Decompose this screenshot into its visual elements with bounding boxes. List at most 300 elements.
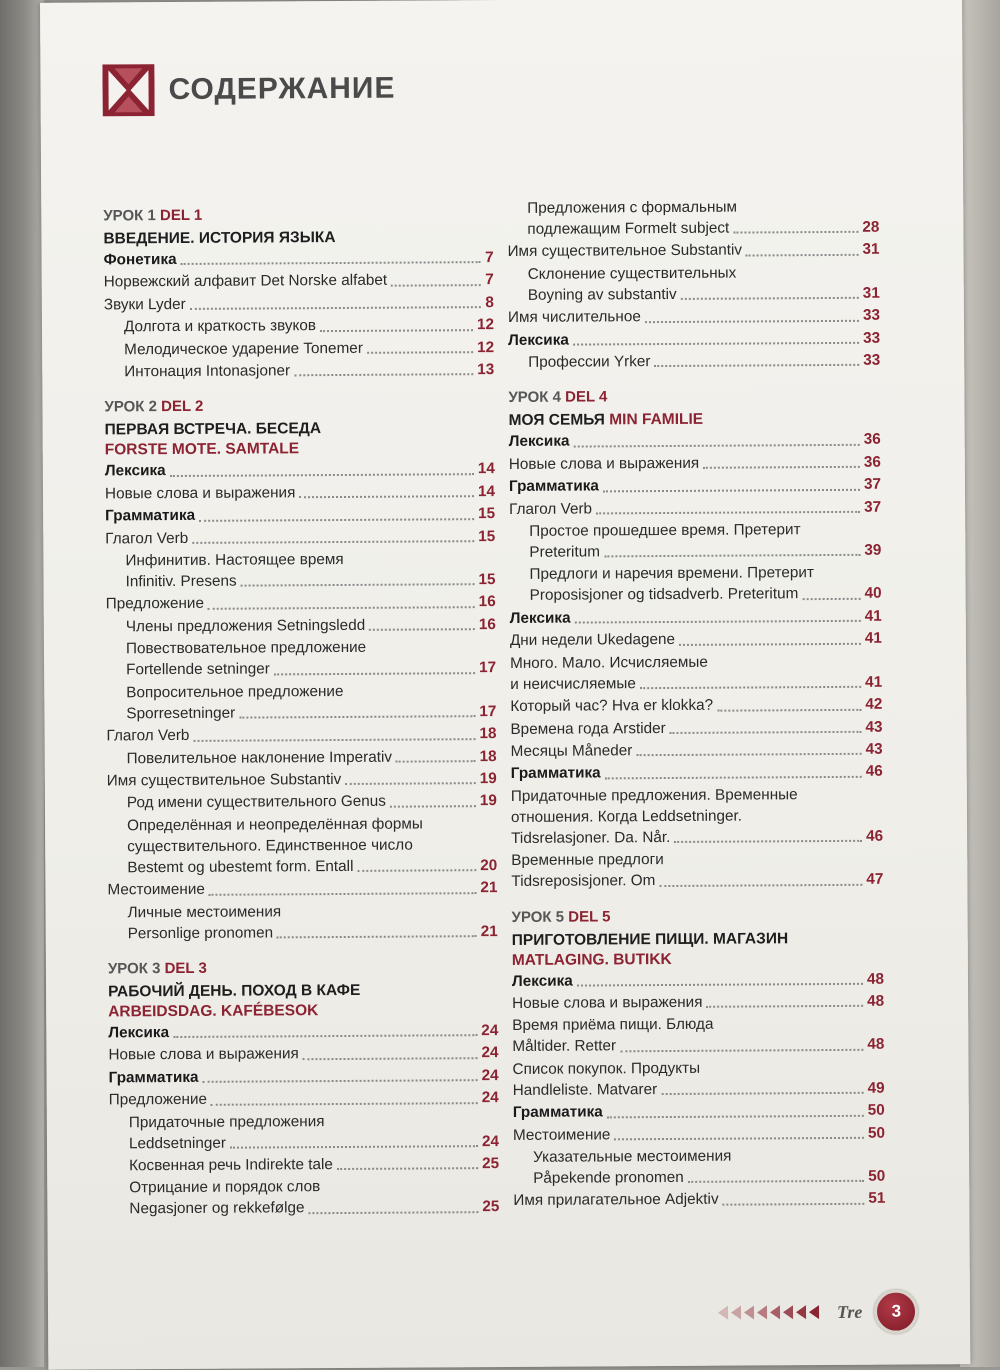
toc-entry bbox=[109, 1087, 499, 1112]
toc-entry-page: 31 bbox=[862, 241, 880, 259]
toc-entry-page: 13 bbox=[477, 361, 495, 379]
toc-entry-page: 21 bbox=[480, 922, 498, 940]
toc-entry bbox=[105, 569, 495, 594]
toc-entry-text: Грамматика bbox=[105, 507, 196, 525]
page-footer bbox=[718, 1289, 919, 1334]
dot-leader bbox=[674, 840, 862, 843]
toc-entry-page: 18 bbox=[479, 725, 497, 743]
toc-entry-page: 37 bbox=[864, 498, 882, 516]
toc-entry bbox=[105, 526, 495, 551]
toc-entry bbox=[513, 1122, 885, 1147]
dot-leader bbox=[605, 776, 862, 780]
dot-leader bbox=[208, 606, 475, 610]
toc-section bbox=[507, 196, 880, 375]
toc-entry-page: 7 bbox=[485, 249, 494, 267]
dot-leader bbox=[396, 760, 476, 762]
toc-entry bbox=[510, 628, 882, 653]
toc-entry-page: 33 bbox=[863, 351, 881, 369]
dot-leader bbox=[190, 306, 482, 310]
lesson-number bbox=[108, 957, 498, 978]
toc-entry bbox=[512, 991, 884, 1016]
toc-entry-page: 24 bbox=[481, 1066, 499, 1084]
dot-leader bbox=[192, 540, 474, 544]
toc-entry bbox=[509, 496, 881, 521]
dot-leader bbox=[659, 883, 862, 886]
lesson-title-ru: ПЕРВАЯ ВСТРЕЧА. БЕСЕДА bbox=[104, 420, 322, 439]
toc-entry-line: Много. Мало. Исчисляемые bbox=[509, 653, 708, 672]
toc-entry-page: 12 bbox=[477, 338, 495, 356]
toc-entry-text: Bestemt og ubestemt form. Entall bbox=[127, 857, 354, 877]
toc-entry-page: 40 bbox=[864, 585, 882, 603]
dot-leader bbox=[299, 495, 474, 498]
toc-entry bbox=[105, 503, 495, 528]
toc-entry-line: Список покупок. Продукты bbox=[512, 1059, 701, 1078]
toc-entry-line: Придаточные предложения. Временные bbox=[510, 785, 798, 805]
toc-entry-page: 24 bbox=[481, 1044, 499, 1062]
lesson-label: УРОК 2 bbox=[104, 398, 158, 416]
toc-entry-text: Новые слова и выражения bbox=[104, 484, 296, 503]
dot-leader bbox=[357, 869, 476, 872]
lesson-title-no: ARBEIDSDAG. KAFÉBESOK bbox=[108, 1002, 319, 1021]
toc-entry-line: Вопросительное предложение bbox=[126, 682, 344, 701]
lesson-title bbox=[105, 417, 495, 440]
lesson-title-ru: РАБОЧИЙ ДЕНЬ. ПОХОД В КАФЕ bbox=[107, 981, 361, 1001]
toc-entry-text: Имя существительное Substantiv bbox=[106, 770, 342, 790]
dot-leader bbox=[707, 1005, 864, 1008]
toc-entry bbox=[511, 825, 883, 850]
toc-entry-page: 47 bbox=[866, 870, 884, 888]
toc-entry-page: 14 bbox=[477, 460, 495, 478]
toc-entry-page: 17 bbox=[479, 659, 497, 677]
toc-entry-text: Sporresetninger bbox=[126, 704, 236, 722]
dot-leader bbox=[391, 284, 481, 287]
toc-entry bbox=[104, 359, 494, 384]
lesson-title bbox=[509, 408, 881, 431]
toc-entry-page: 19 bbox=[479, 769, 497, 788]
toc-entry-text: Tidsrelasjoner. Da. Når. bbox=[511, 828, 671, 847]
toc-entry-page: 19 bbox=[479, 792, 497, 810]
toc-entry-text: Leddsetninger bbox=[128, 1134, 226, 1152]
toc-entry bbox=[512, 968, 884, 993]
dot-leader bbox=[603, 488, 860, 492]
dot-leader bbox=[733, 231, 858, 234]
dot-leader bbox=[241, 584, 475, 587]
toc-entry-page: 36 bbox=[863, 453, 881, 471]
dot-leader bbox=[239, 715, 475, 718]
toc-entry-page: 7 bbox=[485, 271, 494, 289]
toc-left-column bbox=[103, 190, 499, 1221]
toc-entry-page: 31 bbox=[862, 284, 880, 302]
book-page bbox=[40, 0, 970, 1370]
toc-entry bbox=[107, 746, 497, 771]
dot-leader bbox=[607, 1114, 864, 1118]
toc-entry-page: 24 bbox=[481, 1021, 499, 1040]
dot-leader bbox=[303, 1057, 478, 1060]
dot-leader bbox=[703, 466, 860, 469]
lesson-header bbox=[512, 905, 884, 970]
lesson-label: УРОК 5 bbox=[511, 908, 565, 926]
toc-entry bbox=[510, 583, 882, 608]
toc-entry-line: Время приёма пищи. Блюда bbox=[512, 1016, 714, 1035]
toc-entry bbox=[513, 1188, 885, 1213]
page-header bbox=[102, 61, 395, 119]
page-number-badge: 3 bbox=[874, 1289, 918, 1333]
toc-entry-page: 8 bbox=[485, 293, 494, 311]
lesson-number bbox=[512, 905, 884, 926]
toc-entry-page: 18 bbox=[479, 747, 497, 765]
toc-entry-page: 37 bbox=[863, 475, 882, 494]
toc-entry bbox=[105, 481, 495, 506]
lesson-header bbox=[108, 957, 498, 1022]
toc-entry-page: 39 bbox=[864, 541, 882, 559]
toc-entry-page: 41 bbox=[865, 673, 883, 691]
dot-leader bbox=[604, 554, 860, 558]
toc-entry-text: Интонация Intonasjoner bbox=[124, 362, 291, 381]
toc-entry-page: 25 bbox=[482, 1155, 500, 1173]
toc-entry-text: Предложение bbox=[105, 595, 205, 613]
toc-entry-text: подлежащим Formelt subject bbox=[527, 219, 730, 238]
toc-entry-text: Повелительное наклонение Imperativ bbox=[126, 748, 393, 767]
lesson-label: УРОК 3 bbox=[107, 960, 161, 978]
toc-entry-text: Фонетика bbox=[103, 250, 177, 269]
lesson-title-no: MIN FAMILIE bbox=[609, 411, 704, 429]
dot-leader bbox=[573, 342, 859, 346]
toc-entry-text: Имя существительное Substantiv bbox=[507, 241, 743, 261]
lesson-number bbox=[103, 204, 493, 225]
lesson-del-label: DEL 5 bbox=[568, 907, 611, 926]
dot-leader bbox=[717, 708, 861, 711]
toc-entry-text: Лексика bbox=[508, 331, 569, 349]
toc-entry-page: 48 bbox=[867, 992, 885, 1010]
toc-entry bbox=[510, 606, 882, 631]
x-logo-icon bbox=[102, 64, 154, 116]
toc-entry bbox=[104, 247, 494, 272]
dot-leader bbox=[679, 643, 861, 646]
toc-entry-text: Negasjoner og rekkefølge bbox=[129, 1199, 305, 1218]
toc-entry-text: Глагол Verb bbox=[105, 529, 189, 548]
toc-entry-line: Указательные местоимения bbox=[533, 1147, 732, 1166]
lesson-label: УРОК 1 bbox=[103, 207, 156, 225]
toc-entry-text: Косвенная речь Indirekte tale bbox=[129, 1156, 333, 1175]
toc-entry-page: 24 bbox=[481, 1132, 500, 1150]
toc-entry-text: Звуки Lyder bbox=[103, 295, 186, 314]
lesson-title-no: FORSTE MOTE. SAMTALE bbox=[104, 440, 300, 459]
toc-entry-page: 14 bbox=[477, 482, 496, 500]
toc-entry bbox=[510, 694, 882, 719]
toc-entry-text: Времена года Arstider bbox=[510, 719, 666, 738]
toc-section bbox=[103, 204, 494, 384]
toc-entry bbox=[104, 269, 494, 294]
toc-entry-page: 25 bbox=[482, 1198, 500, 1216]
dot-leader bbox=[369, 628, 475, 631]
toc-entry-text: Måltider. Retter bbox=[512, 1037, 617, 1056]
toc-entry-text: Глагол Verb bbox=[509, 500, 593, 518]
toc-entry bbox=[508, 327, 880, 352]
lesson-del-label: DEL 2 bbox=[161, 398, 204, 416]
toc-entry-line: Склонение существительных bbox=[527, 264, 737, 283]
toc-entry-text: Лексика bbox=[508, 433, 570, 451]
toc-entry bbox=[108, 921, 498, 946]
toc-entry bbox=[104, 337, 494, 362]
toc-entry bbox=[509, 474, 881, 499]
toc-entry-text: Preteritum bbox=[529, 543, 600, 561]
toc-entry-text: Лексика bbox=[509, 609, 571, 627]
toc-section bbox=[104, 395, 497, 945]
toc-entry-page: 36 bbox=[863, 431, 881, 449]
lesson-title-ru: ВВЕДЕНИЕ. ИСТОРИЯ ЯЗЫКА bbox=[103, 229, 336, 248]
toc-entry-text: Новые слова и выражения bbox=[512, 993, 703, 1012]
toc-entry-line: отношения. Когда Leddsetninger. bbox=[510, 807, 743, 826]
toc-entry-text: Глагол Verb bbox=[106, 727, 190, 745]
toc-entry-page: 28 bbox=[862, 218, 880, 236]
toc-entry-page: 46 bbox=[866, 827, 884, 845]
toc-entry-page: 41 bbox=[864, 607, 882, 625]
toc-entry-text: Лексика bbox=[108, 1023, 170, 1042]
toc-entry bbox=[107, 768, 497, 793]
toc-entry bbox=[109, 1065, 499, 1090]
toc-entry bbox=[509, 429, 881, 454]
toc-entry bbox=[109, 1196, 499, 1221]
toc-entry bbox=[509, 452, 881, 477]
dot-leader bbox=[575, 620, 861, 624]
toc-entry-text: Påpekende pronomen bbox=[533, 1168, 684, 1187]
toc-entry-text: Месяцы Måneder bbox=[510, 742, 633, 760]
toc-entry-page: 48 bbox=[866, 970, 885, 988]
dot-leader bbox=[274, 672, 475, 675]
toc-entry-line: Инфинитив. Настоящее время bbox=[125, 551, 344, 570]
lesson-header bbox=[508, 386, 880, 431]
toc-entry-page: 46 bbox=[865, 762, 883, 781]
toc-entry bbox=[109, 1131, 499, 1156]
dot-leader bbox=[170, 473, 474, 477]
toc-entry-page: 15 bbox=[478, 527, 496, 545]
dot-leader bbox=[309, 1211, 479, 1214]
dot-leader bbox=[320, 329, 473, 332]
toc-entry bbox=[508, 283, 880, 308]
dot-leader bbox=[230, 1145, 478, 1149]
toc-entry-text: Boyning av substantiv bbox=[527, 285, 677, 304]
dot-leader bbox=[574, 444, 860, 448]
lesson-title bbox=[108, 979, 498, 1002]
page-number-word: Tre bbox=[836, 1301, 863, 1322]
lesson-header bbox=[103, 204, 493, 249]
toc-section bbox=[108, 957, 500, 1221]
page-title: СОДЕРЖАНИЕ bbox=[168, 71, 396, 107]
toc-entry-page: 33 bbox=[863, 329, 881, 347]
toc-entry-page: 41 bbox=[864, 629, 882, 648]
toc-entry bbox=[507, 217, 879, 242]
toc-entry-page: 21 bbox=[480, 879, 498, 897]
lesson-del-label: DEL 4 bbox=[565, 388, 608, 407]
toc-section bbox=[508, 386, 883, 893]
lesson-title bbox=[512, 927, 884, 950]
toc-entry bbox=[507, 239, 879, 264]
dot-leader bbox=[193, 738, 475, 742]
toc-entry bbox=[508, 305, 880, 330]
toc-entry-text: Грамматика bbox=[510, 764, 601, 783]
toc-entry bbox=[104, 314, 494, 339]
toc-entry bbox=[106, 614, 496, 639]
lesson-title-ru: ПРИГОТОВЛЕНИЕ ПИЩИ. МАГАЗИН bbox=[511, 929, 789, 949]
toc-entry-text: Грамматика bbox=[108, 1068, 199, 1087]
toc-entry-text: Имя прилагательное Adjektiv bbox=[513, 1191, 719, 1210]
toc-entry bbox=[509, 540, 881, 565]
dot-leader bbox=[181, 262, 481, 266]
dot-leader bbox=[746, 254, 859, 257]
dot-leader bbox=[636, 753, 861, 756]
lesson-title bbox=[103, 226, 493, 249]
dot-leader bbox=[670, 731, 862, 734]
toc-entry-line: Определённая и неопределённая формы bbox=[126, 815, 423, 835]
toc-entry-text: Personlige pronomen bbox=[127, 923, 274, 942]
toc-entry-page: 50 bbox=[867, 1124, 885, 1142]
toc-entry-page: 20 bbox=[480, 856, 498, 874]
toc-entry-page: 42 bbox=[865, 695, 883, 713]
toc-entry-line: Повествовательное предложение bbox=[125, 639, 367, 658]
toc-entry-page: 12 bbox=[476, 316, 495, 334]
dot-leader bbox=[723, 1203, 865, 1206]
dot-leader bbox=[620, 1049, 863, 1052]
toc-entry-text: Infinitiv. Presens bbox=[125, 572, 237, 591]
toc-entry-line: Придаточные предложения bbox=[128, 1112, 325, 1131]
toc-entry bbox=[109, 1153, 499, 1178]
toc-entry bbox=[511, 739, 883, 764]
dot-leader bbox=[173, 1035, 477, 1039]
toc-entry-line: Временные предлоги bbox=[511, 851, 664, 870]
dot-leader bbox=[577, 983, 863, 987]
toc-entry-text: Долгота и краткость звуков bbox=[123, 317, 317, 336]
lesson-del-label: DEL 1 bbox=[159, 206, 203, 225]
toc-entry bbox=[106, 592, 496, 617]
dot-leader bbox=[203, 1079, 478, 1083]
toc-entry-text: Fortellende setninger bbox=[126, 660, 270, 679]
toc-entry bbox=[106, 701, 496, 726]
toc-entry-text: Который час? Hva er klokka? bbox=[510, 696, 714, 716]
lesson-header bbox=[104, 395, 494, 460]
toc-entry bbox=[108, 1042, 498, 1067]
toc-section bbox=[512, 905, 886, 1213]
toc-entry-page: 48 bbox=[867, 1036, 885, 1054]
toc-entry-page: 51 bbox=[868, 1190, 886, 1208]
toc-entry bbox=[106, 723, 496, 748]
dot-leader bbox=[645, 319, 859, 322]
toc-entry-text: Профессии Yrker bbox=[528, 353, 651, 371]
toc-entry-page: 15 bbox=[478, 571, 496, 589]
toc-entry bbox=[104, 292, 494, 317]
toc-entry bbox=[107, 855, 497, 880]
toc-entry bbox=[106, 657, 496, 682]
toc-entry-text: Род имени существительного Genus bbox=[126, 793, 386, 812]
toc-entry-text: Новые слова и выражения bbox=[108, 1045, 299, 1064]
dot-leader bbox=[367, 351, 473, 354]
toc-entry-line: Отрицание и порядок слов bbox=[129, 1178, 321, 1197]
dot-leader bbox=[294, 374, 473, 377]
toc-entry-line: Личные местоимения bbox=[127, 902, 282, 921]
toc-entry bbox=[107, 877, 497, 902]
toc-entry-text: Предложение bbox=[108, 1090, 208, 1109]
lesson-title-no: MATLAGING. BUTIKK bbox=[511, 950, 672, 969]
toc-entry-line: Простое прошедшее время. Претерит bbox=[529, 521, 801, 540]
toc-entry-page: 49 bbox=[867, 1079, 885, 1097]
lesson-label: УРОК 4 bbox=[508, 389, 561, 407]
toc-entry-text: Местоимение bbox=[107, 880, 205, 899]
toc-entry-page: 33 bbox=[862, 306, 880, 325]
toc-entry bbox=[510, 716, 882, 741]
toc-entry-page: 15 bbox=[478, 505, 496, 523]
toc-entry-text: и неисчисляемые bbox=[510, 674, 636, 693]
toc-entry bbox=[108, 1020, 498, 1045]
toc-entry bbox=[512, 1034, 884, 1059]
toc-entry-page: 16 bbox=[478, 615, 496, 634]
dot-leader bbox=[802, 598, 860, 600]
dot-leader bbox=[209, 892, 477, 896]
toc-entry-text: Дни недели Ukedagene bbox=[509, 631, 676, 650]
lesson-title-ru: МОЯ СЕМЬЯ bbox=[508, 411, 605, 430]
toc-entry-text: Местоимение bbox=[512, 1125, 611, 1144]
toc-entry-text: Грамматика bbox=[508, 477, 599, 496]
lesson-number bbox=[104, 395, 494, 416]
toc-entry-page: 16 bbox=[478, 593, 496, 611]
toc-entry bbox=[513, 1166, 885, 1191]
toc-entry-page: 17 bbox=[479, 702, 497, 720]
dot-leader bbox=[596, 511, 860, 515]
toc-entry-text: Члены предложения Setningsledd bbox=[125, 616, 366, 636]
dot-leader bbox=[390, 805, 476, 808]
toc-entry-text: Proposisjoner og tidsadverb. Preteritum bbox=[529, 585, 799, 605]
dot-leader bbox=[640, 686, 861, 689]
lesson-del-label: DEL 3 bbox=[164, 959, 207, 978]
toc-entry-text: Грамматика bbox=[512, 1103, 603, 1122]
toc-entry-text: Handleliste. Matvarer bbox=[512, 1080, 658, 1099]
lesson-number bbox=[508, 386, 880, 407]
dot-leader bbox=[661, 1092, 863, 1095]
arrow-decoration bbox=[718, 1305, 819, 1320]
toc-entry-page: 50 bbox=[867, 1101, 885, 1119]
toc-entry bbox=[510, 671, 882, 696]
toc-entry-line: Предлоги и наречия времени. Претерит bbox=[529, 564, 815, 584]
toc-entry-page: 50 bbox=[868, 1167, 886, 1185]
dot-leader bbox=[681, 297, 859, 300]
toc-entry-text: Новые слова и выражения bbox=[508, 454, 700, 473]
dot-leader bbox=[688, 1180, 864, 1183]
toc-entry-text: Лексика bbox=[104, 462, 166, 480]
toc-entry-text: Tidsreposisjoner. Om bbox=[511, 872, 656, 891]
toc-entry bbox=[513, 1100, 885, 1125]
toc-entry-text: Норвежский алфавит Det Norske alfabet bbox=[103, 272, 388, 291]
toc-entry bbox=[511, 869, 883, 894]
toc-entry bbox=[513, 1077, 885, 1102]
dot-leader bbox=[199, 518, 474, 522]
toc-entry-line: существительного. Единственное число bbox=[127, 836, 413, 856]
book-spine-shadow bbox=[0, 0, 44, 1367]
toc-entry bbox=[105, 458, 495, 483]
toc-entry-text: Мелодическое ударение Tonemer bbox=[124, 339, 363, 358]
toc-entry bbox=[107, 790, 497, 815]
toc-entry-text: Лексика bbox=[511, 972, 573, 990]
toc-entry bbox=[508, 350, 880, 375]
dot-leader bbox=[337, 1168, 478, 1171]
dot-leader bbox=[277, 935, 477, 938]
toc-entry bbox=[511, 761, 883, 786]
toc-entry-page: 43 bbox=[865, 740, 883, 758]
toc-right-column bbox=[507, 196, 885, 1213]
toc-entry-page: 24 bbox=[481, 1089, 499, 1107]
dot-leader bbox=[655, 364, 860, 367]
dot-leader bbox=[211, 1102, 478, 1106]
toc-entry-line: Предложения с формальным bbox=[527, 198, 738, 217]
toc-entry-page: 43 bbox=[865, 718, 883, 736]
dot-leader bbox=[345, 782, 476, 785]
